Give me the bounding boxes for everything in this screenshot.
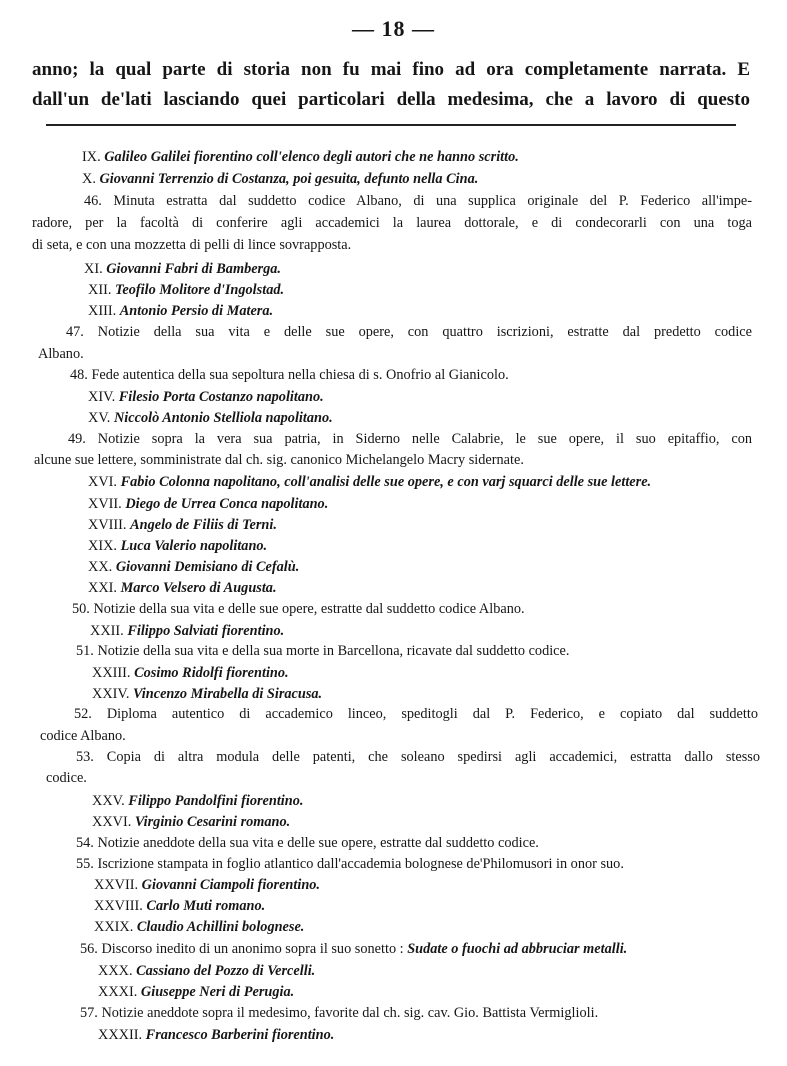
catalog-entry-name: Giovanni Terrenzio di Costanza, poi gesuita, defunto nella Cina. bbox=[99, 171, 479, 187]
catalog-entry-text: XXIX. bbox=[94, 919, 137, 935]
catalog-line bbox=[88, 495, 328, 513]
catalog-line bbox=[88, 579, 277, 597]
catalog-line bbox=[92, 813, 290, 831]
catalog-entry-text: XVIII. bbox=[88, 517, 131, 533]
catalog-entry-text: XXVII. bbox=[94, 877, 142, 893]
catalog-line bbox=[98, 962, 315, 980]
catalog-line bbox=[70, 366, 509, 384]
catalog-entry-text: 57. Notizie aneddote sopra il medesimo, favorite dal ch. sig. cav. Gio. Battista Vermiglioli. bbox=[80, 1005, 599, 1021]
catalog-line bbox=[88, 302, 273, 320]
catalog-entry-name: Angelo de Filiis di Terni. bbox=[130, 517, 277, 533]
catalog-entry-text: 47. Notizie della sua vita e delle sue opere, con quattro iscrizioni, estratte dal predetto codice bbox=[66, 324, 752, 340]
catalog-line bbox=[90, 622, 284, 640]
catalog-entry-text: XVI. bbox=[88, 474, 121, 490]
catalog-line bbox=[46, 769, 87, 787]
catalog-entry-name: Carlo Muti romano. bbox=[146, 898, 266, 914]
catalog-entry-text: codice. bbox=[46, 770, 87, 786]
catalog-entry-text: XII. bbox=[88, 282, 115, 298]
catalog-entry-name: Filippo Pandolfini fiorentino. bbox=[128, 793, 304, 809]
catalog-entry-name: Giovanni Fabri di Bamberga. bbox=[106, 261, 281, 277]
catalog-entry-text: XXXI. bbox=[98, 984, 141, 1000]
catalog-line bbox=[66, 323, 752, 341]
catalog-entry-text: XV. bbox=[88, 410, 114, 426]
catalog-line bbox=[80, 940, 627, 958]
catalog-line bbox=[88, 281, 284, 299]
catalog-line bbox=[94, 918, 304, 936]
catalog-entry-text: XXVI. bbox=[92, 814, 135, 830]
catalog-line bbox=[88, 473, 651, 491]
catalog-entry-text: XIV. bbox=[88, 389, 119, 405]
catalog-line bbox=[34, 451, 524, 469]
catalog-line bbox=[98, 983, 294, 1001]
catalog-line bbox=[88, 558, 299, 576]
catalog-line bbox=[88, 388, 324, 406]
catalog-entry-name: Fabio Colonna napolitano, coll'analisi delle sue opere, e con varj squarci delle sue lettere. bbox=[120, 474, 652, 490]
catalog-entry-text: XI. bbox=[84, 261, 107, 277]
catalog-entry-text: 55. Iscrizione stampata in foglio atlantico dall'accademia bolognese de'Philomusori in onor suo. bbox=[76, 856, 624, 872]
catalog-entry-text: XXXII. bbox=[98, 1027, 146, 1043]
catalog-entry-text: X. bbox=[82, 171, 100, 187]
catalog-entry-text: 46. Minuta estratta dal suddetto codice Albano, di una supplica originale del P. Federico all'impe- bbox=[84, 193, 752, 209]
catalog-line bbox=[32, 214, 752, 232]
catalog-line bbox=[40, 727, 126, 745]
catalog-line bbox=[76, 748, 760, 766]
catalog-entry-name: Luca Valerio napolitano. bbox=[120, 538, 268, 554]
catalog-entry-text: 52. Diploma autentico di accademico linceo, speditogli dal P. Federico, e copiato dal suddetto bbox=[74, 706, 758, 722]
catalog-entry-text: XVII. bbox=[88, 496, 126, 512]
intro-line: anno; la qual parte di storia non fu mai fino ad ora completamente narrata. E bbox=[32, 59, 750, 80]
catalog-line bbox=[92, 664, 289, 682]
catalog-entry-text: Albano. bbox=[38, 346, 84, 362]
catalog-entry-name: Giovanni Demisiano di Cefalù. bbox=[115, 559, 300, 575]
page-number: — 18 — bbox=[352, 16, 435, 41]
catalog-entry-text: XIII. bbox=[88, 303, 120, 319]
catalog-entry-text: 48. Fede autentica della sua sepoltura nella chiesa di s. Onofrio al Gianicolo. bbox=[70, 367, 509, 383]
catalog-entry-name: Galileo Galilei fiorentino coll'elenco degli autori che ne hanno scritto. bbox=[104, 149, 519, 165]
catalog-line bbox=[38, 345, 84, 363]
catalog-entry-text: 54. Notizie aneddote della sua vita e delle sue opere, estratte dal suddetto codice. bbox=[76, 835, 539, 851]
catalog-entry-name: Giovanni Ciampoli fiorentino. bbox=[141, 877, 320, 893]
catalog-entry-text: 53. Copia di altra modula delle patenti, che soleano spedirsi agli accademici, estratta dallo stesso bbox=[76, 749, 760, 765]
catalog-entry-name: Filesio Porta Costanzo napolitano. bbox=[118, 389, 324, 405]
catalog-entry-name: Francesco Barberini fiorentino. bbox=[145, 1027, 335, 1043]
catalog-entry-name: Claudio Achillini bolognese. bbox=[136, 919, 305, 935]
catalog-line bbox=[32, 236, 351, 254]
catalog-line bbox=[82, 148, 519, 166]
catalog-entry-name: Sudate o fuochi ad abbruciar metalli. bbox=[407, 941, 628, 957]
catalog-line bbox=[88, 537, 267, 555]
catalog-line bbox=[88, 516, 277, 534]
catalog-line bbox=[94, 897, 265, 915]
catalog-line bbox=[92, 792, 303, 810]
catalog-entry-text: radore, per la facoltà di conferire agli accademici la laurea dottorale, e di condecorarli con una toga bbox=[32, 215, 752, 231]
catalog-entry-text: XXII. bbox=[90, 623, 128, 639]
catalog-line bbox=[74, 705, 758, 723]
catalog-line bbox=[88, 409, 333, 427]
catalog-line bbox=[84, 192, 752, 210]
catalog-entry-name: Diego de Urrea Conca napolitano. bbox=[125, 496, 329, 512]
catalog-line bbox=[82, 170, 478, 188]
catalog-entry-text: 49. Notizie sopra la vera sua patria, in Siderno nelle Calabrie, le sue opere, il suo epitaffio, con bbox=[68, 431, 752, 447]
catalog-line bbox=[76, 834, 539, 852]
catalog-entry-text: 50. Notizie della sua vita e delle sue opere, estratte dal suddetto codice Albano. bbox=[72, 601, 525, 617]
catalog-line bbox=[76, 642, 569, 660]
catalog-entry-name: Vincenzo Mirabella di Siracusa. bbox=[133, 686, 323, 702]
catalog-entry-name: Antonio Persio di Matera. bbox=[119, 303, 274, 319]
catalog-entry-text: XX. bbox=[88, 559, 116, 575]
catalog-entry-text: di seta, e con una mozzetta di pelli di lince sovrapposta. bbox=[32, 237, 352, 253]
catalog-line bbox=[76, 855, 624, 873]
catalog-entry-text: 56. Discorso inedito di un anonimo sopra il suo sonetto : bbox=[80, 941, 408, 957]
catalog-entry-name: Teofilo Molitore d'Ingolstad. bbox=[115, 282, 285, 298]
catalog-entry-text: XIX. bbox=[88, 538, 121, 554]
catalog-entry-name: Filippo Salviati fiorentino. bbox=[127, 623, 285, 639]
catalog-entry-text: XXIII. bbox=[92, 665, 135, 681]
catalog-entry-text: alcune sue lettere, somministrate dal ch. sig. canonico Michelangelo Macry sidernate. bbox=[34, 452, 524, 468]
catalog-line bbox=[84, 260, 281, 278]
catalog-entry-text: XXX. bbox=[98, 963, 137, 979]
catalog-entry-name: Cosimo Ridolfi fiorentino. bbox=[134, 665, 289, 681]
catalog-entry-text: codice Albano. bbox=[40, 728, 126, 744]
catalog-entry-text: XXVIII. bbox=[94, 898, 147, 914]
catalog-line bbox=[80, 1004, 598, 1022]
catalog-line bbox=[92, 685, 322, 703]
catalog-entry-name: Virginio Cesarini romano. bbox=[134, 814, 291, 830]
catalog-entry-text: XXI. bbox=[88, 580, 121, 596]
catalog-line bbox=[94, 876, 320, 894]
catalog-entry-name: Giuseppe Neri di Perugia. bbox=[140, 984, 295, 1000]
catalog-line bbox=[72, 600, 525, 618]
catalog-entry-text: XXV. bbox=[92, 793, 129, 809]
catalog-entry-text: 51. Notizie della sua vita e della sua morte in Barcellona, ricavate dal suddetto codice. bbox=[76, 643, 570, 659]
catalog-entry-name: Marco Velsero di Augusta. bbox=[120, 580, 277, 596]
intro-line: dall'un de'lati lasciando quei particolari della medesima, che a lavoro di questo bbox=[32, 89, 750, 110]
catalog-entry-name: Cassiano del Pozzo di Vercelli. bbox=[136, 963, 316, 979]
catalog-entry-text: XXIV. bbox=[92, 686, 134, 702]
catalog-line bbox=[68, 430, 752, 448]
catalog-entry-text: IX. bbox=[82, 149, 105, 165]
catalog-entry-name: Niccolò Antonio Stelliola napolitano. bbox=[113, 410, 333, 426]
catalog-line bbox=[98, 1026, 334, 1044]
